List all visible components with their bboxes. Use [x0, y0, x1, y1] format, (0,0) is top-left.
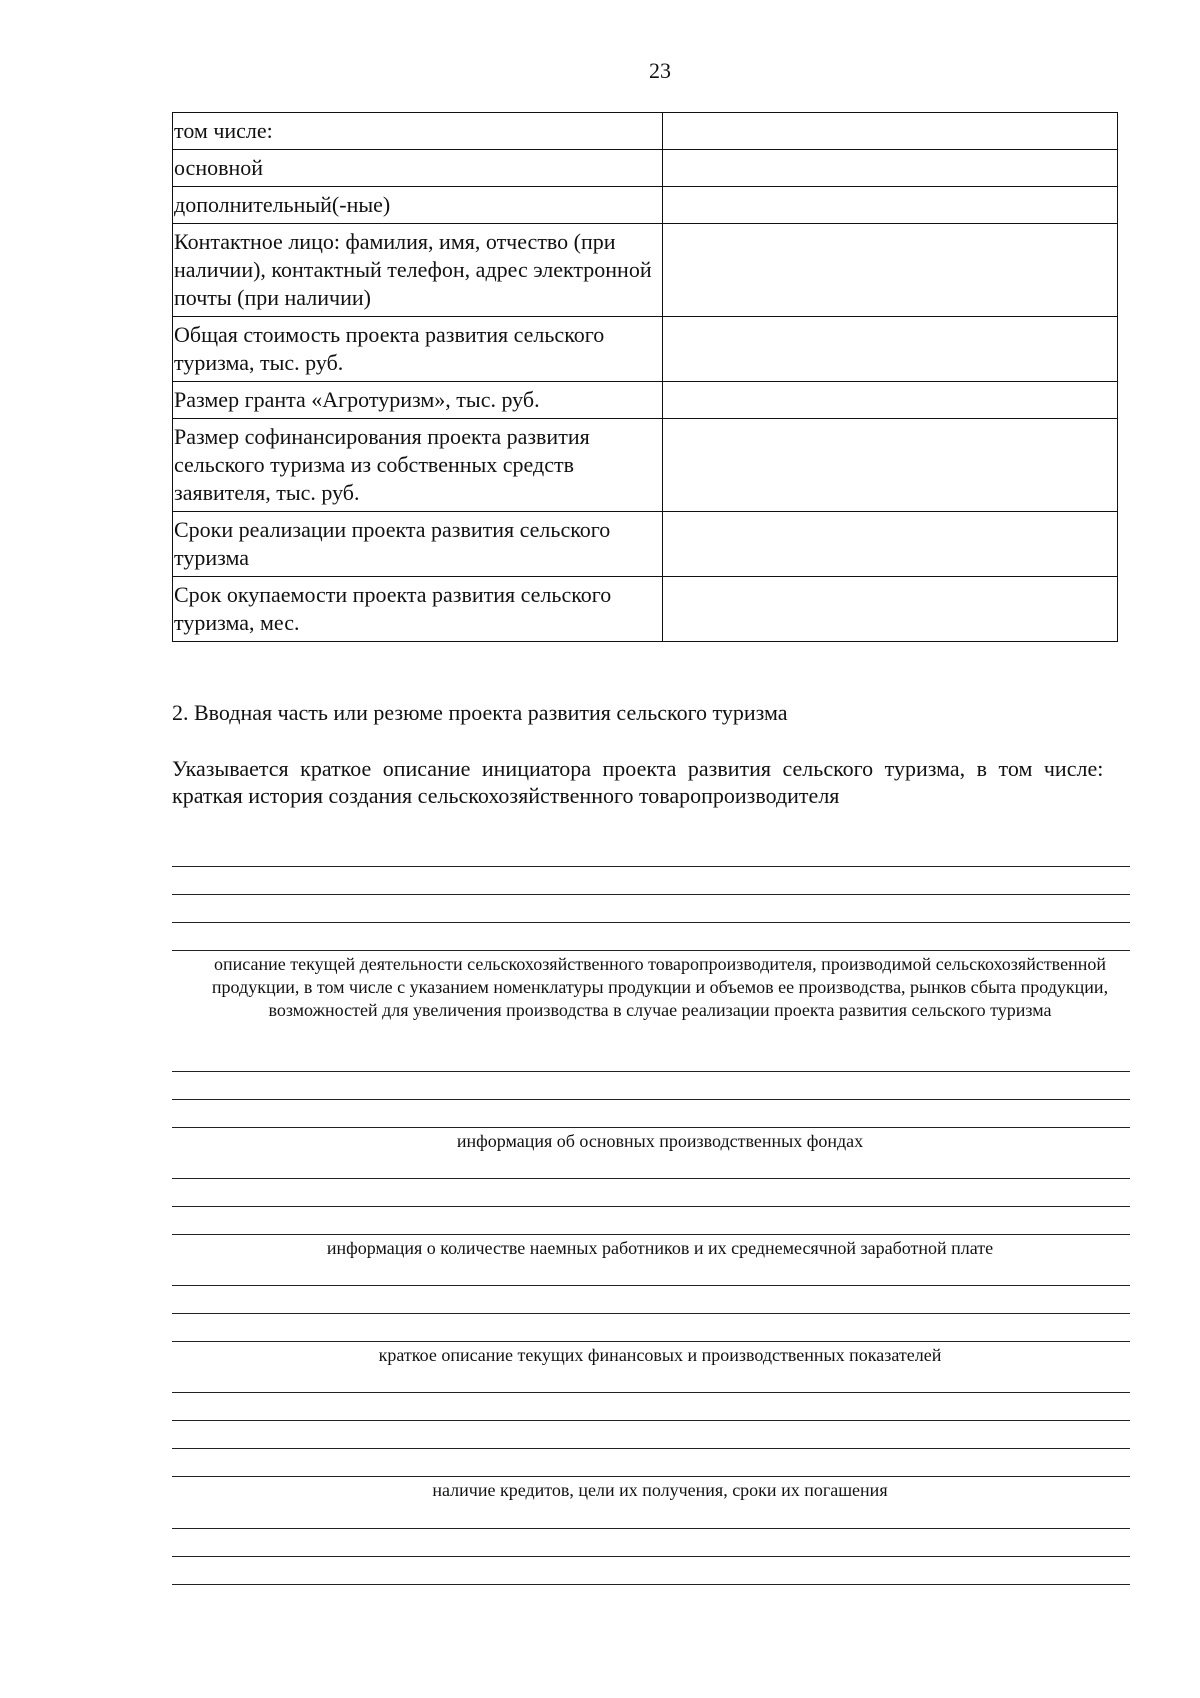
caption-fixed-assets: информация об основных производственных фондах	[456, 1131, 864, 1151]
row-label: дополнительный(-ные)	[173, 187, 663, 224]
row-label: Общая стоимость проекта развития сельского туризма, тыс. руб.	[173, 317, 663, 382]
fill-line[interactable]	[172, 1099, 1130, 1100]
fill-line[interactable]	[172, 1285, 1130, 1286]
table-row	[173, 382, 1118, 419]
section-intro	[172, 755, 1112, 809]
row-value-field[interactable]	[663, 419, 1118, 512]
page-number: 23	[649, 58, 671, 83]
row-value-field[interactable]	[663, 187, 1118, 224]
caption-indicators: краткое описание текущих финансовых и производственных показателей	[378, 1345, 942, 1365]
fill-line[interactable]	[172, 1313, 1130, 1314]
caption-employees: информация о количестве наемных работников и их среднемесячной заработной плате	[326, 1238, 994, 1258]
intro-item: краткая история создания сельскохозяйственного товаропроизводителя	[172, 783, 840, 808]
fill-line[interactable]	[172, 1448, 1130, 1449]
table-row	[173, 317, 1118, 382]
fill-line[interactable]	[172, 1392, 1130, 1393]
fill-line[interactable]	[172, 1206, 1130, 1207]
table-row	[173, 187, 1118, 224]
caption-credits: наличие кредитов, цели их получения, сроки их погашения	[432, 1480, 888, 1500]
fill-line[interactable]	[172, 1528, 1130, 1529]
section-title: 2. Вводная часть или резюме проекта развития сельского туризма	[172, 700, 788, 725]
fill-line[interactable]	[172, 866, 1130, 867]
row-label: том числе:	[173, 113, 663, 150]
row-label: Размер гранта «Агротуризм», тыс. руб.	[173, 382, 663, 419]
table-row	[173, 419, 1118, 512]
fill-line[interactable]	[172, 1476, 1130, 1477]
fill-line[interactable]	[172, 1178, 1130, 1179]
fill-line[interactable]	[172, 1071, 1130, 1072]
fill-line[interactable]	[172, 950, 1130, 951]
table-row	[173, 113, 1118, 150]
fill-line[interactable]	[172, 1341, 1130, 1342]
table-row	[173, 224, 1118, 317]
row-label: основной	[173, 150, 663, 187]
fill-line[interactable]	[172, 1584, 1130, 1585]
row-value-field[interactable]	[663, 113, 1118, 150]
fill-line[interactable]	[172, 1556, 1130, 1557]
table-row	[173, 577, 1118, 642]
row-label: Размер софинансирования проекта развития сельского туризма из собственных средств заявителя, тыс. руб.	[173, 419, 663, 512]
table-row	[173, 512, 1118, 577]
row-value-field[interactable]	[663, 224, 1118, 317]
row-value-field[interactable]	[663, 512, 1118, 577]
caption-current-activity: описание текущей деятельности сельскохозяйственного товаропроизводителя, производимой сельскохозяйственной продукции, в том числе с указанием номенклатуры продукции и объемов ее производства, рынков сбыта продукции, возможностей для увеличения производства в случае реализации проекта развития сельского туризма	[211, 954, 1109, 1020]
row-label: Срок окупаемости проекта развития сельского туризма, мес.	[173, 577, 663, 642]
row-value-field[interactable]	[663, 317, 1118, 382]
fill-line[interactable]	[172, 1234, 1130, 1235]
row-label: Контактное лицо: фамилия, имя, отчество (при наличии), контактный телефон, адрес электронной почты (при наличии)	[173, 224, 663, 317]
table-row	[173, 150, 1118, 187]
fill-line[interactable]	[172, 1127, 1130, 1128]
fill-line[interactable]	[172, 894, 1130, 895]
row-label: Сроки реализации проекта развития сельского туризма	[173, 512, 663, 577]
fill-line[interactable]	[172, 922, 1130, 923]
project-info-table	[172, 112, 1118, 642]
row-value-field[interactable]	[663, 150, 1118, 187]
fill-line[interactable]	[172, 1420, 1130, 1421]
intro-lead: Указывается краткое описание инициатора проекта развития сельского туризма, в том числе:	[172, 756, 1104, 781]
row-value-field[interactable]	[663, 382, 1118, 419]
row-value-field[interactable]	[663, 577, 1118, 642]
